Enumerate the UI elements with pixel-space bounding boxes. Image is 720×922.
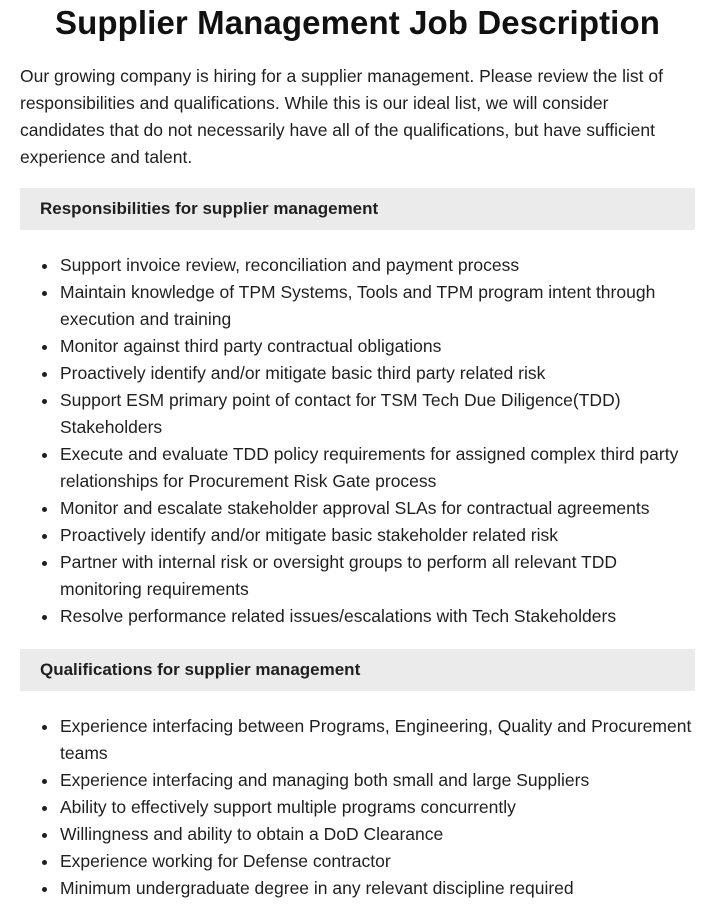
responsibility-item: Monitor and escalate stakeholder approval SLAs for contractual agreements — [60, 495, 695, 522]
responsibilities-list — [20, 252, 695, 630]
responsibility-item: Proactively identify and/or mitigate basic stakeholder related risk — [60, 522, 695, 549]
qualification-item: Experience interfacing between Programs, Engineering, Quality and Procurement teams — [60, 713, 695, 767]
qualifications-list — [20, 713, 695, 902]
responsibility-item: Proactively identify and/or mitigate basic third party related risk — [60, 360, 695, 387]
responsibilities-heading: Responsibilities for supplier management — [20, 188, 695, 230]
responsibility-item: Monitor against third party contractual obligations — [60, 333, 695, 360]
qualification-item: Willingness and ability to obtain a DoD Clearance — [60, 821, 695, 848]
responsibility-item: Partner with internal risk or oversight groups to perform all relevant TDD monitoring requirements — [60, 549, 695, 603]
responsibility-item: Support invoice review, reconciliation and payment process — [60, 252, 695, 279]
qualification-item: Ability to effectively support multiple programs concurrently — [60, 794, 695, 821]
responsibility-item: Execute and evaluate TDD policy requirements for assigned complex third party relationships for Procurement Risk Gate process — [60, 441, 695, 495]
page-title: Supplier Management Job Description — [55, 4, 660, 41]
intro-paragraph: Our growing company is hiring for a supplier management. Please review the list of responsibilities and qualifications. While this is our ideal list, we will consider candidates that do not necessarily have all of the qualifications, but have sufficient experience and talent. — [20, 66, 663, 167]
qualification-item: Experience working for Defense contractor — [60, 848, 695, 875]
qualification-item: Experience interfacing and managing both small and large Suppliers — [60, 767, 695, 794]
responsibility-item: Resolve performance related issues/escalations with Tech Stakeholders — [60, 603, 695, 630]
responsibility-item: Support ESM primary point of contact for TSM Tech Due Diligence(TDD) Stakeholders — [60, 387, 695, 441]
qualifications-heading: Qualifications for supplier management — [20, 649, 695, 691]
responsibility-item: Maintain knowledge of TPM Systems, Tools and TPM program intent through execution and training — [60, 279, 695, 333]
qualification-item: Minimum undergraduate degree in any relevant discipline required — [60, 875, 695, 902]
